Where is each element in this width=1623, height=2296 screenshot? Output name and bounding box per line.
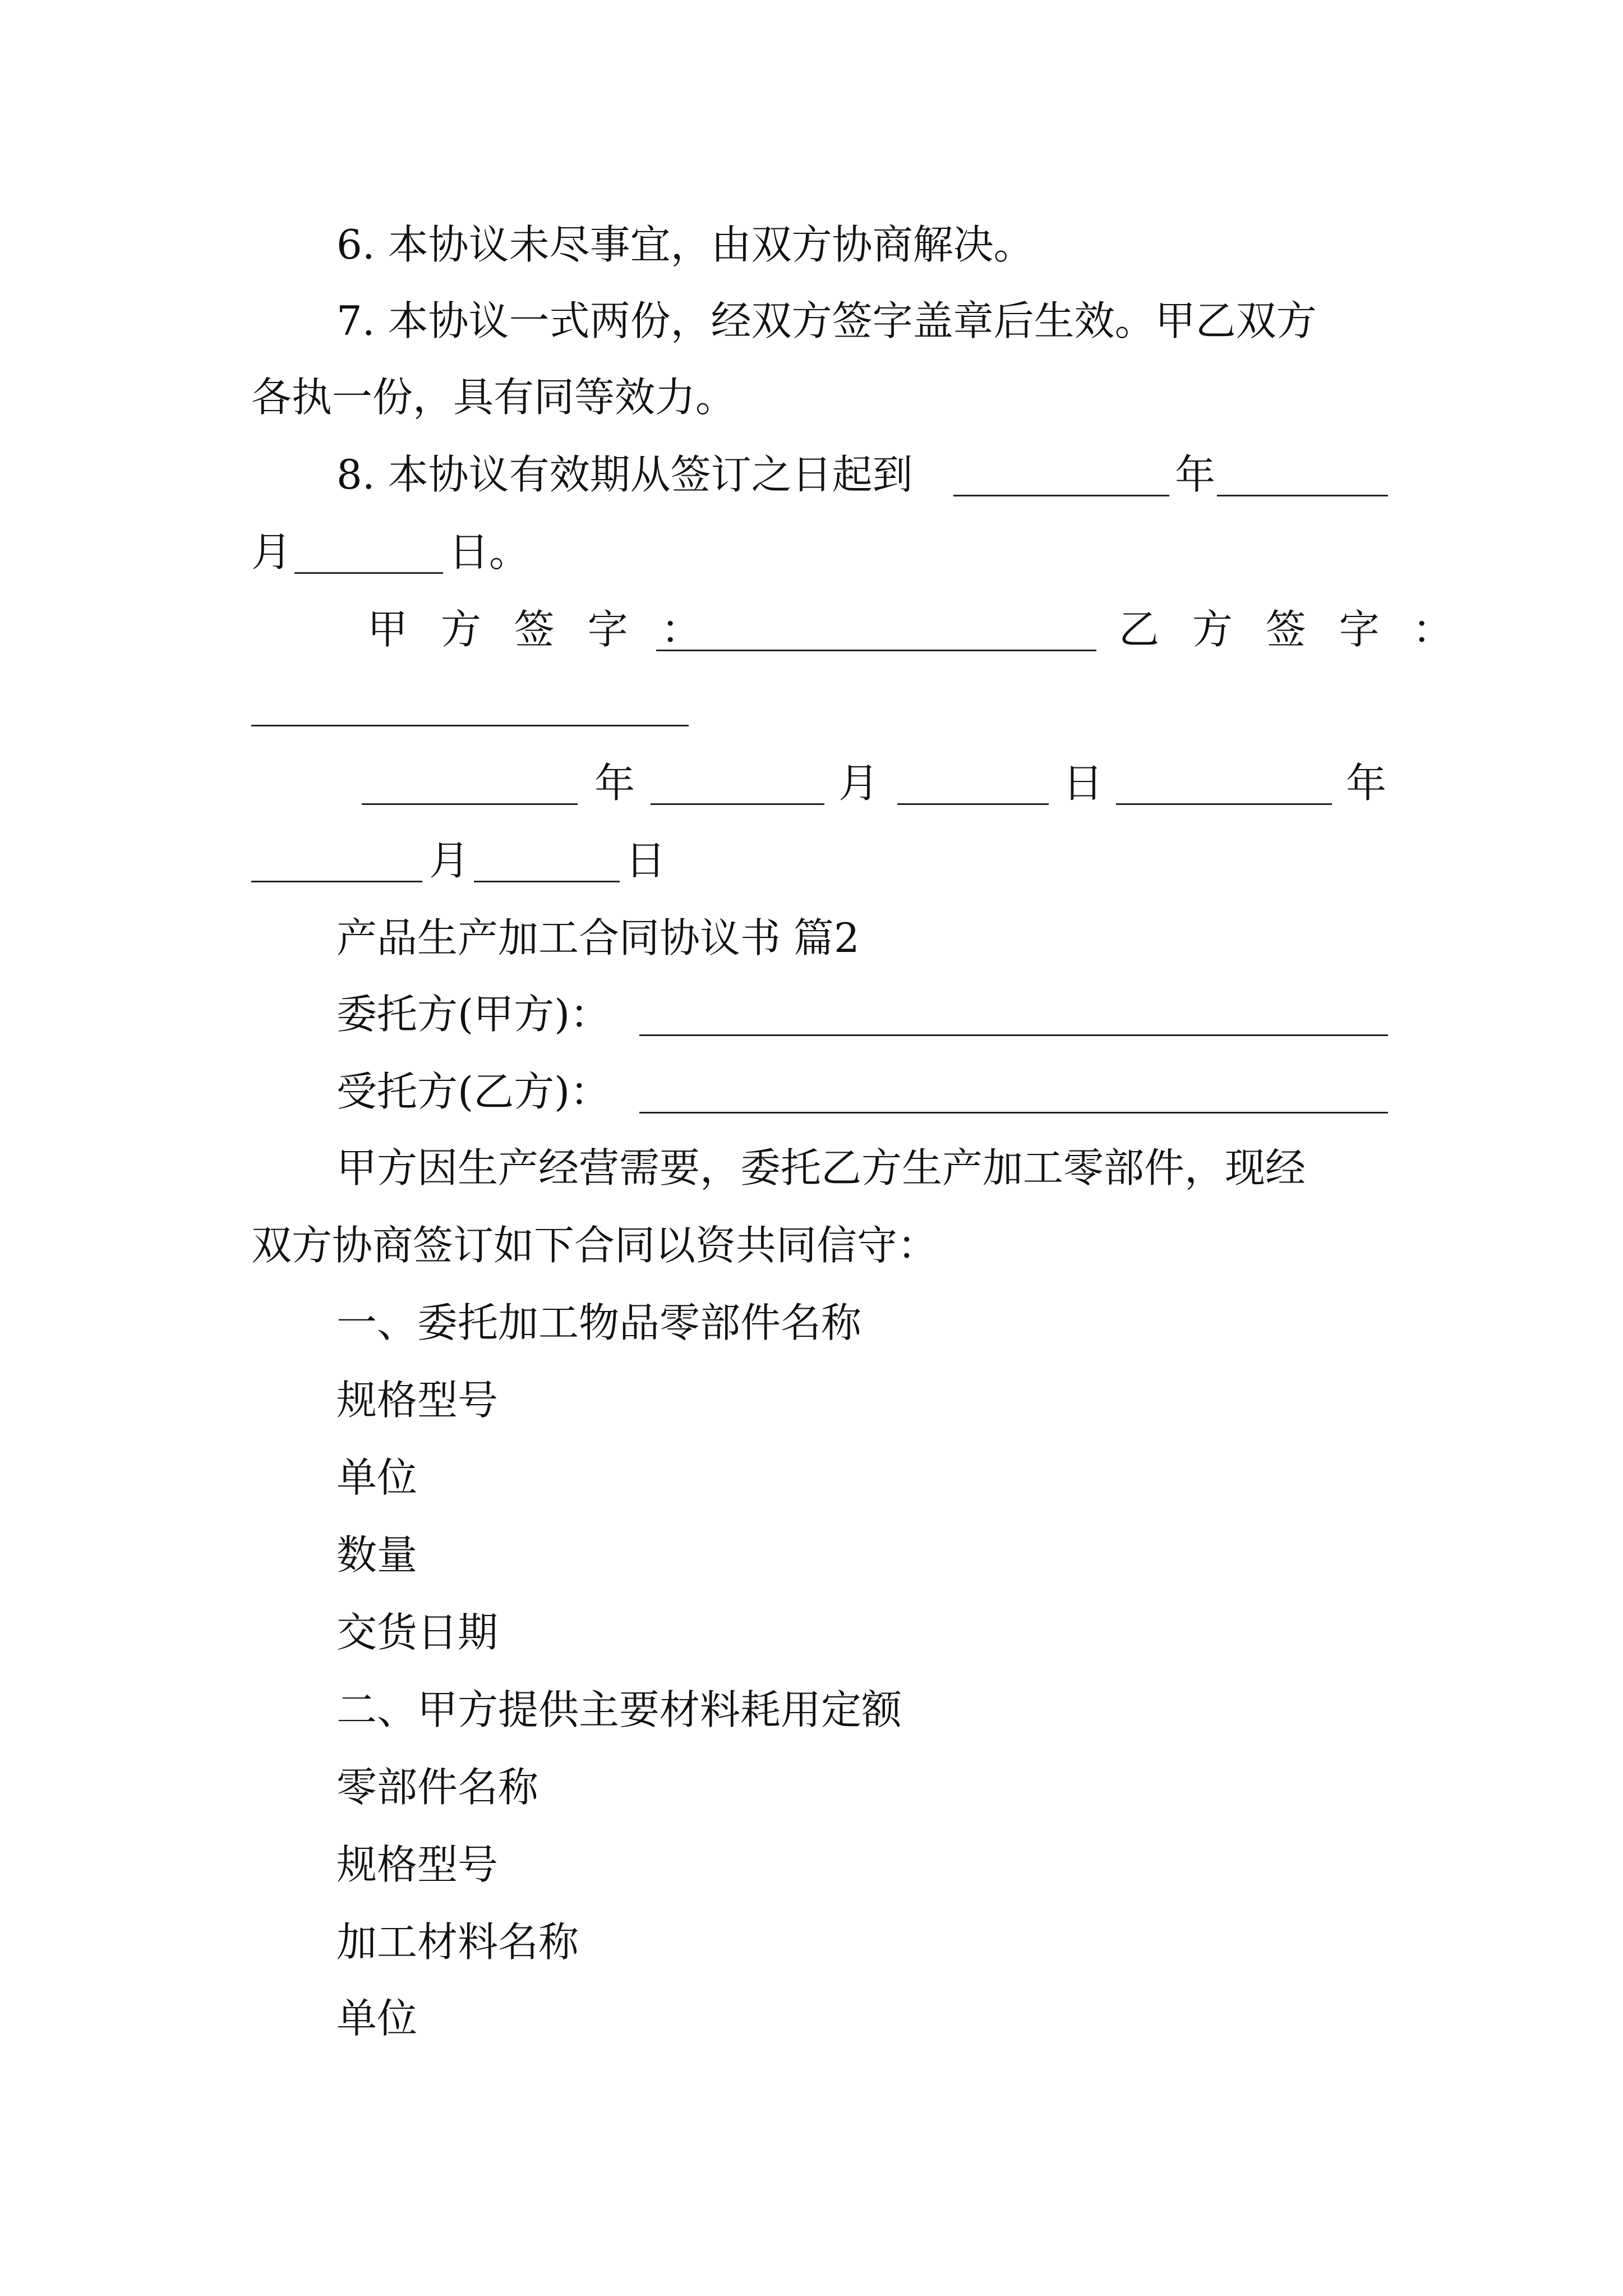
section-2-item: 零部件名称	[336, 1764, 539, 1811]
section-1-item: 数量	[336, 1531, 418, 1579]
clause-8-prefix: 8. 本协议有效期从签订之日起到	[336, 451, 913, 498]
contractor-label: 受托方(乙方)：	[336, 1068, 611, 1115]
section-2-item: 规格型号	[336, 1841, 499, 1888]
party-b-month-label: 月	[429, 837, 470, 884]
client-name-blank[interactable]	[639, 1034, 1388, 1036]
party-b-year-blank[interactable]	[1116, 803, 1332, 805]
section-2-title: 二、甲方提供主要材料耗用定额	[336, 1686, 902, 1733]
section-2-item: 单位	[336, 1995, 418, 2042]
section-1-item: 交货日期	[336, 1609, 499, 1656]
party-b-day-blank[interactable]	[474, 881, 620, 882]
party-b-day-label: 日	[625, 837, 666, 884]
party-a-month-label: 月	[838, 760, 879, 807]
contract-2-title: 产品生产加工合同协议书 篇2	[336, 914, 860, 961]
section-2-item: 加工材料名称	[336, 1918, 579, 1966]
clause-8-month: 月	[251, 528, 292, 576]
section-1-item: 规格型号	[336, 1377, 499, 1424]
clause-6: 6. 本协议未尽事宜，由双方协商解决。	[336, 221, 1034, 268]
party-b-signature-blank[interactable]	[251, 725, 689, 726]
day-blank[interactable]	[294, 572, 443, 574]
month-blank[interactable]	[1217, 495, 1388, 496]
intro-line-2: 双方协商签订如下合同以资共同信守：	[251, 1222, 938, 1269]
year-blank[interactable]	[953, 495, 1169, 496]
intro-line-1: 甲方因生产经营需要，委托乙方生产加工零部件，现经	[336, 1144, 1306, 1191]
clause-8-day: 日。	[449, 528, 530, 576]
party-a-day-label: 日	[1063, 760, 1104, 807]
party-a-year-label: 年	[594, 760, 635, 807]
party-a-day-blank[interactable]	[897, 803, 1049, 805]
party-a-signature-label: 甲 方 签 字 ：	[367, 606, 712, 653]
section-1-item: 单位	[336, 1454, 418, 1501]
party-a-month-blank[interactable]	[651, 803, 824, 805]
clause-7-line-2: 各执一份，具有同等效力。	[251, 374, 736, 421]
clause-7-line-1: 7. 本协议一式两份，经双方签字盖章后生效。甲乙双方	[336, 297, 1317, 344]
section-1-title: 一、委托加工物品零部件名称	[336, 1299, 862, 1346]
party-b-signature-label: 乙 方 签 字 ：	[1119, 606, 1463, 653]
client-label: 委托方(甲方)：	[336, 991, 611, 1038]
clause-8-year: 年	[1175, 451, 1216, 498]
party-b-month-blank[interactable]	[251, 881, 422, 882]
contractor-name-blank[interactable]	[639, 1112, 1388, 1114]
party-b-year-label: 年	[1346, 760, 1387, 807]
party-a-signature-blank[interactable]	[656, 650, 1096, 651]
party-a-year-blank[interactable]	[362, 803, 578, 805]
